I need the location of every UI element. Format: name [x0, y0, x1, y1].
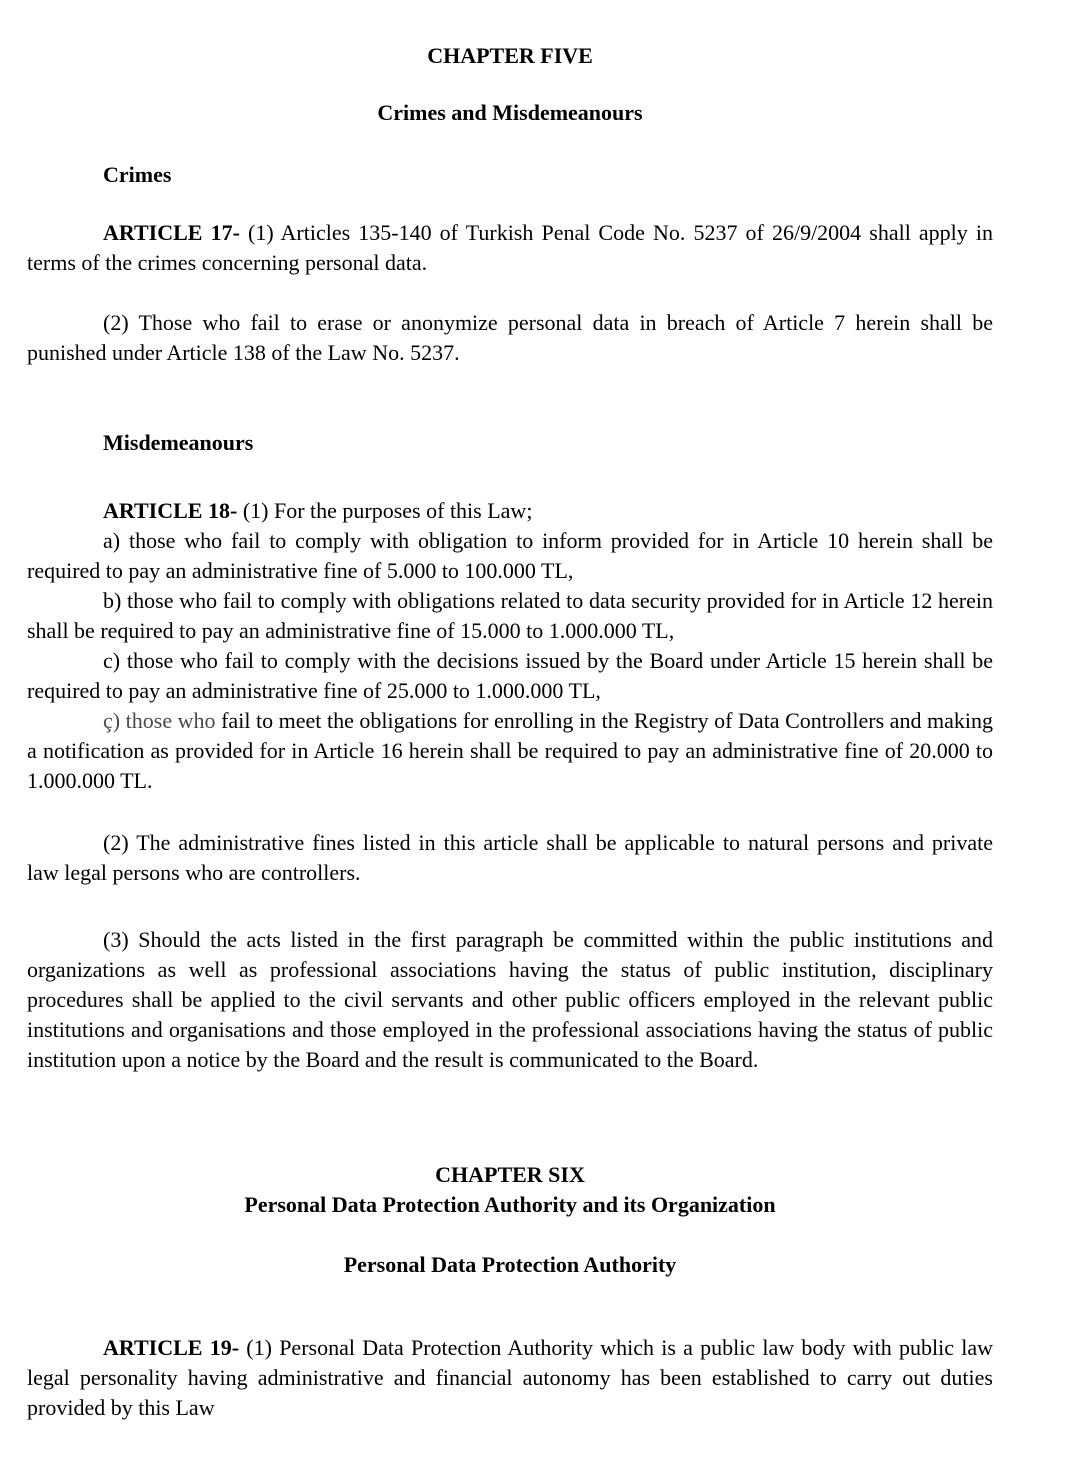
article-18-label: ARTICLE 18- [103, 498, 238, 523]
article-18-item-b: b) those who fail to comply with obligations related to data security provided for in Article 12 herein shall be required to pay an administrative fine of 15.000 to 1.000.000 TL, [27, 588, 993, 643]
article-18-clause-2: (2) The administrative fines listed in this article shall be applicable to natural persons and private law legal persons who are controllers. [27, 830, 993, 885]
article-19-clause-1 [27, 1333, 993, 1423]
article-19-clause-1-text: (1) Personal Data Protection Authority which is a public law body with public law legal personality having administrative and financial autonomy has been established to carry out duties provided by this Law [27, 1335, 993, 1420]
article-18-item-a: a) those who fail to comply with obligation to inform provided for in Article 10 herein shall be required to pay an administrative fine of 5.000 to 100.000 TL, [27, 528, 993, 583]
article-17-clause-1 [27, 218, 993, 278]
article-18-item-c-cedilla-rest: fail to meet the obligations for enrolling in the Registry of Data Controllers and making a notification as provided for in Article 16 herein shall be required to pay an administrative fine of 20.000 to 1.000.000 TL. [27, 708, 993, 793]
article-17-label: ARTICLE 17- [103, 220, 240, 245]
article-17-clause-1-text: (1) Articles 135-140 of Turkish Penal Code No. 5237 of 26/9/2004 shall apply in terms of the crimes concerning personal data. [27, 220, 993, 275]
crimes-section-heading: Crimes [103, 162, 172, 187]
chapter-five-title: CHAPTER FIVE [427, 43, 593, 68]
article-18-clause-3: (3) Should the acts listed in the first paragraph be committed within the public institutions and organizations as well as professional associations having the status of public institution, disciplinary procedures shall be applied to the civil servants and other public officers employed in the relevant public institutions and organisations and those employed in the professional associations having the status of public institution upon a notice by the Board and the result is communicated to the Board. [27, 927, 993, 1072]
article-18-item-c-cedilla [27, 706, 993, 796]
article-18-item-c: c) those who fail to comply with the decisions issued by the Board under Article 15 herein shall be required to pay an administrative fine of 25.000 to 1.000.000 TL, [27, 648, 993, 703]
chapter-six-title: CHAPTER SIX [435, 1162, 585, 1187]
authority-section-heading: Personal Data Protection Authority [343, 1252, 677, 1277]
article-18-intro-text: (1) For the purposes of this Law; [242, 498, 533, 523]
chapter-six-subtitle: Personal Data Protection Authority and its Organization [244, 1192, 776, 1217]
article-18-intro [27, 496, 993, 526]
article-17-clause-2: (2) Those who fail to erase or anonymize personal data in breach of Article 7 herein shall be punished under Article 138 of the Law No. 5237. [27, 310, 993, 365]
article-18-item-c-cedilla-lead: ç) those who [103, 708, 216, 733]
misdemeanours-section-heading: Misdemeanours [103, 430, 254, 455]
chapter-five-subtitle: Crimes and Misdemeanours [377, 100, 643, 125]
article-19-label: ARTICLE 19- [103, 1335, 240, 1360]
